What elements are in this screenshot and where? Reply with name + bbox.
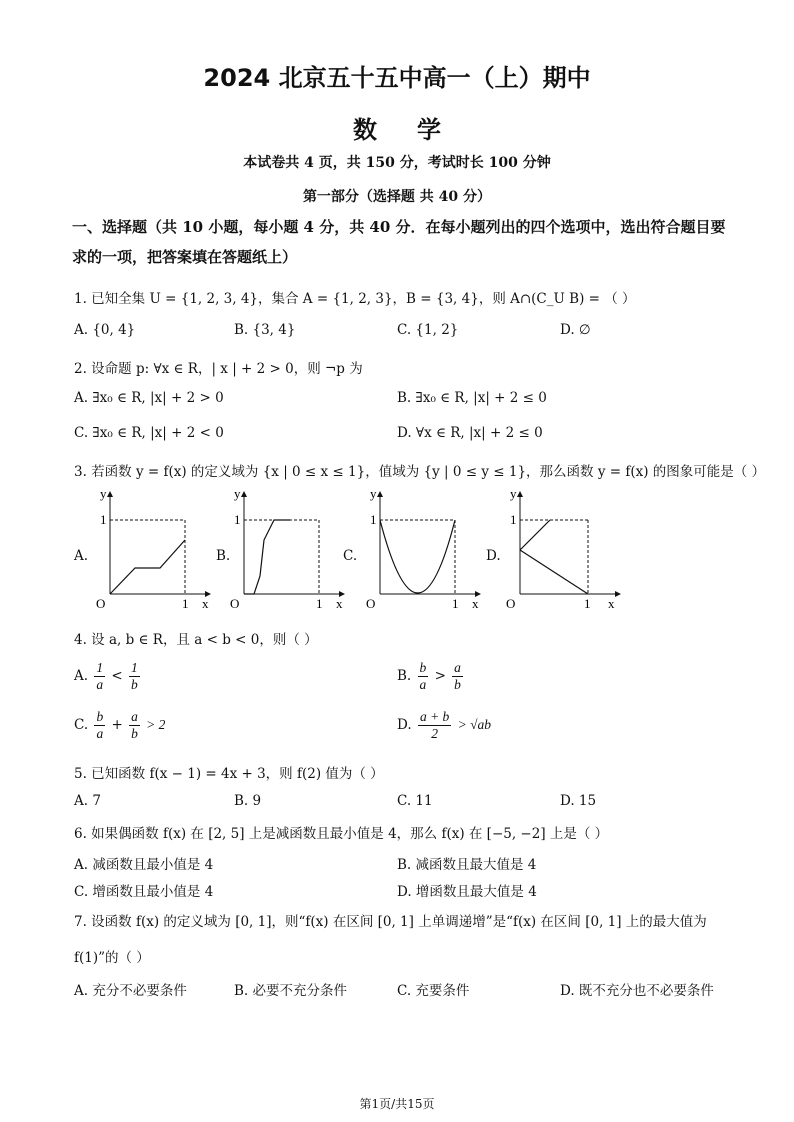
q1-option-a: A. {0, 4} — [74, 322, 136, 338]
q3d-y-label: y — [510, 488, 517, 501]
q3c-y-label: y — [370, 488, 377, 501]
q3-option-b: B. — [216, 548, 231, 564]
q2-stem: 2. 设命题 p: ∀x ∈ R，| x | + 2 > 0，则 ¬p 为 — [74, 361, 363, 377]
q3a-origin: O — [96, 596, 106, 611]
q2-option-b: B. ∃x₀ ∈ R, |x| + 2 ≤ 0 — [397, 390, 547, 406]
q6-stem: 6. 如果偶函数 f(x) 在 [2, 5] 上是减函数且最小值是 4，那么 f(x) 在 [−5, −2] 上是（ ） — [74, 826, 609, 842]
q4-option-c: C. $\frac{b}{a}$ + $\frac{a}{b}$ > 2 — [74, 709, 166, 741]
q4-option-d: D. $\frac{a + b}{2}$ > √ab — [397, 709, 492, 741]
q5-option-d: D. 15 — [560, 793, 597, 809]
q1-stem: 1. 已知全集 U = {1, 2, 3, 4}，集合 A = {1, 2, 3}，B = {3, 4}，则 A∩(C_U B) = （ ） — [74, 291, 636, 307]
q3-option-c: C. — [343, 548, 358, 564]
q4-option-b: B. $\frac{b}{a}$ > $\frac{a}{b}$ — [397, 660, 461, 692]
q3c-one-y: 1 — [370, 512, 377, 527]
q2-option-c: C. ∃x₀ ∈ R, |x| + 2 < 0 — [74, 425, 224, 441]
q3a-one-x: 1 — [182, 596, 189, 611]
q3c-x-label: x — [472, 596, 479, 611]
q3d-x-label: x — [608, 596, 615, 611]
q3b-y-label: y — [234, 488, 241, 501]
q7-option-d: D. 既不充分也不必要条件 — [560, 983, 714, 999]
q3a-one-y: 1 — [100, 512, 107, 527]
exam-info: 本试卷共 4 页，共 150 分，考试时长 100 分钟 — [243, 155, 551, 171]
q1-option-c: C. {1, 2} — [397, 322, 459, 338]
q6-option-a: A. 减函数且最小值是 4 — [74, 857, 214, 873]
q1-option-d: D. ∅ — [560, 322, 591, 338]
q7-stem-line1: 7. 设函数 f(x) 的定义域为 [0, 1]，则“f(x) 在区间 [0, 1] 上单调递增”是“f(x) 在区间 [0, 1] 上的最大值为 — [74, 914, 707, 930]
q1-option-b: B. {3, 4} — [234, 322, 296, 338]
q3d-one-x: 1 — [584, 596, 591, 611]
q5-option-a: A. 7 — [74, 793, 101, 809]
q4-a-label: A. — [74, 668, 89, 684]
exam-title: 2024 北京五十五中高一（上）期中 — [203, 64, 591, 92]
q3d-origin: O — [506, 596, 516, 611]
q3-stem: 3. 若函数 y = f(x) 的定义域为 {x | 0 ≤ x ≤ 1}，值域为 {y | 0 ≤ y ≤ 1}，那么函数 y = f(x) 的图象可能是（ ） — [74, 464, 766, 480]
q4-c-label: C. — [74, 717, 89, 733]
q7-stem-line2: f(1)”的（ ） — [74, 950, 150, 966]
q3a-x-label: x — [202, 596, 209, 611]
q7-option-a: A. 充分不必要条件 — [74, 983, 187, 999]
page-footer: 第1页/共15页 — [359, 1097, 435, 1111]
q3-graph-a — [90, 488, 215, 616]
q2-option-d: D. ∀x ∈ R, |x| + 2 ≤ 0 — [397, 425, 543, 441]
q2-option-a: A. ∃x₀ ∈ R, |x| + 2 > 0 — [74, 390, 224, 406]
q3-graph-c — [360, 488, 485, 616]
q7-option-b: B. 必要不充分条件 — [234, 983, 348, 999]
q5-option-b: B. 9 — [234, 793, 262, 809]
q3b-x-label: x — [336, 596, 343, 611]
q6-option-c: C. 增函数且最小值是 4 — [74, 884, 214, 900]
q3b-one-y: 1 — [234, 512, 241, 527]
q3-option-d: D. — [486, 548, 501, 564]
q3d-one-y: 1 — [510, 512, 517, 527]
q3b-one-x: 1 — [316, 596, 323, 611]
q3-graph-d — [500, 488, 625, 616]
q3-option-a: A. — [74, 548, 89, 564]
q4-option-a: A. $\frac{1}{a}$ < $\frac{1}{b}$ — [74, 660, 138, 692]
subject-title: 数学 — [353, 116, 481, 144]
q7-option-c: C. 充要条件 — [397, 983, 470, 999]
q3c-one-x: 1 — [452, 596, 459, 611]
section-title: 一、选择题（共 10 小题，每小题 4 分，共 40 分．在每小题列出的四个选项中，选出符合题目要求的一项，把答案填在答题纸上） — [72, 218, 726, 266]
q3b-origin: O — [230, 596, 240, 611]
q3c-origin: O — [366, 596, 376, 611]
part-title: 第一部分（选择题 共 40 分） — [302, 189, 492, 205]
q3a-y-label: y — [100, 488, 107, 501]
q4-stem: 4. 设 a, b ∈ R，且 a < b < 0，则（ ） — [74, 632, 318, 648]
q4-d-label: D. — [397, 717, 412, 733]
q5-option-c: C. 11 — [397, 793, 433, 809]
q4-b-label: B. — [397, 668, 412, 684]
q6-option-d: D. 增函数且最大值是 4 — [397, 884, 537, 900]
q6-option-b: B. 减函数且最大值是 4 — [397, 857, 537, 873]
q5-stem: 5. 已知函数 f(x − 1) = 4x + 3，则 f(2) 值为（ ） — [74, 766, 384, 782]
q3-graph-b — [224, 488, 349, 616]
